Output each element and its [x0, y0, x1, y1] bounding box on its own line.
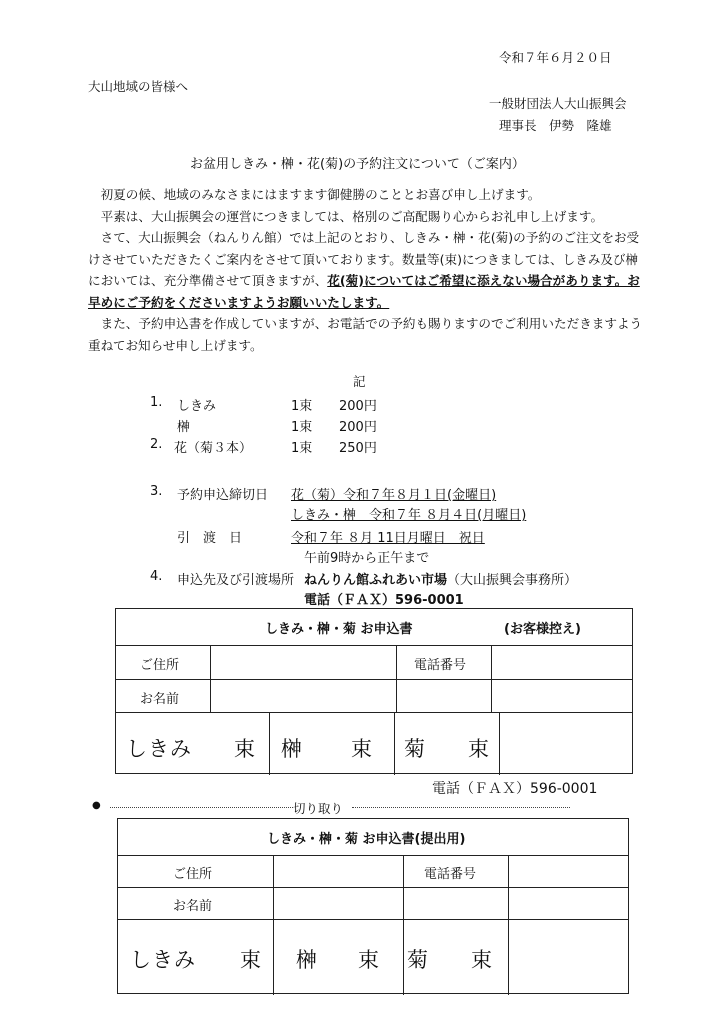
item-shikimi-qty: 1束 [291, 399, 313, 414]
sakaki-unit: 束 [351, 737, 373, 761]
order-form-submission [117, 818, 629, 994]
name-label: お名前 [173, 899, 213, 914]
cut-line-dots-right [352, 807, 570, 808]
copy-note: (お客様控え) [504, 622, 581, 637]
form-divider [396, 645, 397, 712]
form-divider [394, 712, 395, 775]
form-title: しきみ・榊・菊 お申込書 [265, 622, 413, 637]
item-sakaki-name: 榊 [177, 420, 191, 435]
cut-line-label: 切り取り [293, 801, 344, 816]
form-divider [273, 919, 274, 995]
addressee: 大山地域の皆様へ [88, 79, 189, 94]
phone-field[interactable] [510, 857, 628, 886]
cut-line-bullet: ● [92, 800, 101, 811]
sakaki-label: 榊 [281, 737, 303, 761]
venue-label: 申込先及び引渡場所 [177, 573, 295, 588]
sakaki-label: 榊 [296, 948, 318, 972]
delivery-date: 令和７年 ８月 11日月曜日 祝日 [291, 531, 485, 546]
item-sakaki-price: 200円 [339, 420, 377, 435]
form-divider [273, 855, 274, 919]
kiku-label: 菊 [404, 737, 426, 761]
delivery-time: 午前9時から正午まで [304, 551, 430, 566]
item-3-number: 3. [150, 484, 163, 499]
form-divider [116, 645, 632, 646]
name-field[interactable] [275, 889, 401, 918]
phone-after-form: 電話（ＦＡＸ）596-0001 [432, 781, 598, 797]
paragraph-thanks: 平素は、大山振興会の運営につきましては、格別のご高配賜り心からお礼申し上げます。 [100, 208, 604, 224]
phone-label: 電話番号 [414, 658, 467, 673]
form-divider [508, 919, 509, 995]
representative: 理事長 伊勢 隆雄 [499, 118, 612, 133]
form-divider [269, 712, 270, 775]
sakaki-unit: 束 [358, 948, 380, 972]
shikimi-unit: 束 [240, 948, 262, 972]
shikimi-unit: 束 [234, 737, 256, 761]
item-shikimi-name: しきみ [177, 399, 217, 414]
address-label: ご住所 [173, 867, 213, 882]
cut-line-dots-left [110, 807, 293, 808]
paragraph-phone-note: また、予約申込書を作成していますが、お電話での予約も賜りますのでご利用いただきますよう重ねてお知らせ申し上げます。 [88, 316, 643, 353]
item-2-number: 2. [150, 437, 163, 452]
item-1-number: 1. [150, 395, 163, 410]
venue-phone: 電話（ＦＡＸ）596-0001 [304, 593, 464, 608]
paragraph-greeting: 初夏の候、地域のみなさまにはますます御健勝のこととお喜び申し上げます。 [100, 187, 541, 202]
deadline-shikimi-sakaki: しきみ・榊 令和７年 ８月４日(月曜日) [291, 508, 527, 523]
document-date: 令和７年６月２０日 [499, 50, 612, 65]
kiku-unit: 束 [468, 737, 490, 761]
kiku-label: 菊 [407, 948, 429, 972]
venue-name: ねんりん館ふれあい市場 [304, 573, 448, 588]
shikimi-label: しきみ [126, 737, 192, 761]
address-field[interactable] [212, 647, 394, 678]
ki-heading: 記 [353, 374, 366, 389]
paragraph-announcement [88, 227, 648, 313]
form-divider [491, 645, 492, 712]
form-divider [403, 919, 404, 995]
announcement-text: さて、大山振興会（ねんりん館）では上記のとおり、しきみ・榊・花(菊)の予約のご注文をお受けさせていただきたくご案内をさせて頂いております。数量等(束)につきましては、しきみ及び榊においては、充分準備させて頂きますが、 [88, 230, 640, 288]
form-divider [210, 645, 211, 712]
phone-label: 電話番号 [424, 867, 477, 882]
name-field[interactable] [212, 681, 394, 711]
venue-place [304, 569, 577, 588]
deadline-kiku: 花（菊）令和７年８月１日(金曜日) [291, 488, 497, 503]
announcement-emphasis: 花(菊)についてはご希望に添えない場合があります。お早めにご予約をくださいますようお願いいたします。 [88, 273, 640, 310]
body-text [88, 184, 648, 356]
form-divider [118, 919, 628, 920]
kiku-unit: 束 [471, 948, 493, 972]
name-label: お名前 [140, 692, 180, 707]
document-title: お盆用しきみ・榊・花(菊)の予約注文について（ご案内） [190, 157, 525, 172]
form-divider [118, 887, 628, 888]
item-kiku-name: 花（菊３本） [174, 441, 253, 456]
phone-field[interactable] [493, 647, 631, 678]
venue-note: （大山振興会事務所） [447, 573, 578, 588]
order-form-customer-copy [115, 608, 633, 774]
item-4-number: 4. [150, 569, 163, 584]
form-divider [508, 855, 509, 919]
form-divider [118, 855, 628, 856]
shikimi-label: しきみ [130, 948, 196, 972]
item-kiku-price: 250円 [339, 441, 377, 456]
form-title: しきみ・榊・菊 お申込書(提出用) [267, 832, 466, 847]
form-divider [499, 712, 500, 775]
address-label: ご住所 [140, 658, 180, 673]
form-divider [116, 679, 632, 680]
delivery-label: 引 渡 日 [177, 531, 243, 546]
organization-name: 一般財団法人大山振興会 [489, 96, 627, 111]
deadline-label: 予約申込締切日 [177, 488, 269, 503]
address-field[interactable] [275, 857, 401, 886]
form-divider [403, 855, 404, 919]
item-shikimi-price: 200円 [339, 399, 377, 414]
form-divider [116, 712, 632, 713]
item-sakaki-qty: 1束 [291, 420, 313, 435]
item-kiku-qty: 1束 [291, 441, 313, 456]
